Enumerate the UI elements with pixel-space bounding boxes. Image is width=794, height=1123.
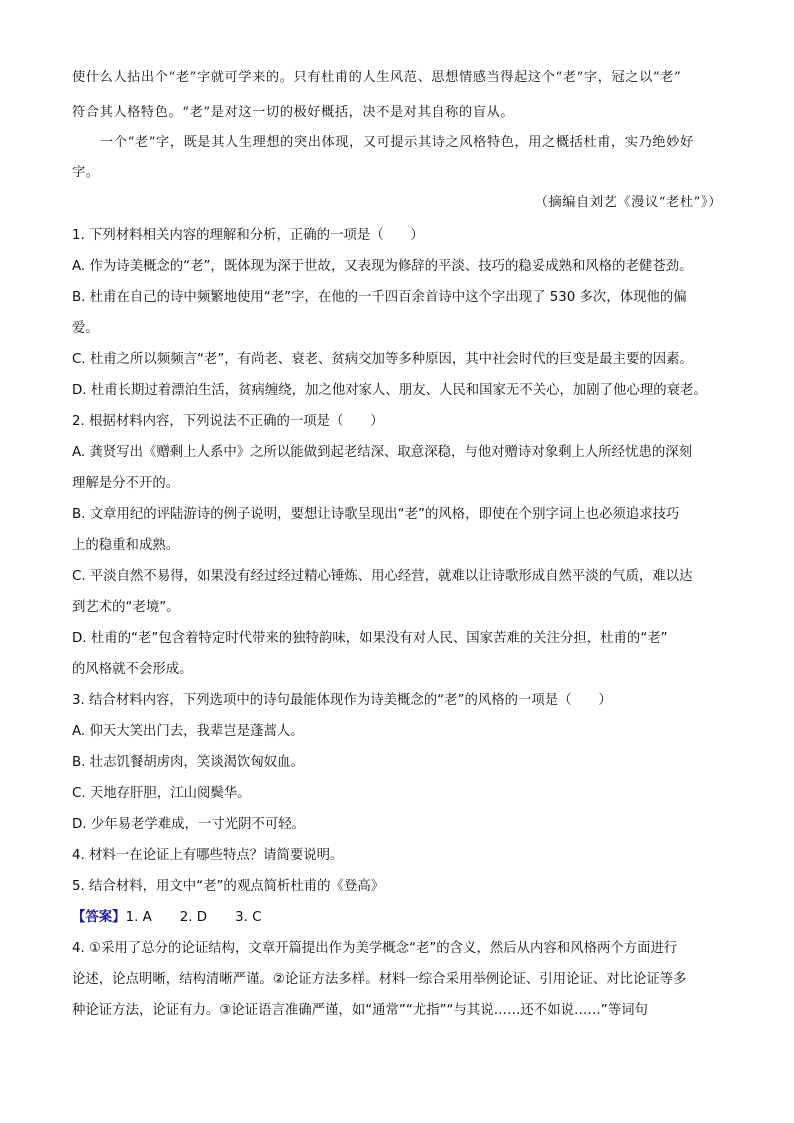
passage-line: 一个“老”字，既是其人生理想的突出体现，又可提示其诗之风格特色，用之概括杜甫，实乃绝妙好 [100,135,694,150]
question-3-option-a: A. 仰天大笑出门去，我辈岂是蓬蒿人。 [72,724,304,739]
question-2-option-b-cont: 上的稳重和成熟。 [72,538,180,553]
question-2-option-d-cont: 的风格就不会形成。 [72,662,193,677]
question-3-option-b: B. 壮志饥餐胡虏肉，笑谈渴饮匈奴血。 [72,755,304,770]
question-3-option-d: D. 少年易老学难成，一寸光阴不可轻。 [72,817,306,832]
passage-source: （摘编自刘艺《漫议“老杜”》） [534,195,722,210]
answer-4-line: 种论证方法，论证有力。③论证语言准确严谨，如“通常”“尤指”“与其说……还不如说……”等词句 [72,1003,648,1018]
passage-line: 字。 [72,165,100,180]
question-3-option-c: C. 天地存肝胆，江山阅鬓华。 [72,786,251,801]
answer-1: 1. A [125,910,152,925]
question-1-option-d: D. 杜甫长期过着漂泊生活，贫病缠绕，加之他对家人、朋友、人民和国家无不关心，加剧了他心理的衰老。 [72,383,707,398]
question-2-option-a: A. 龚贤写出《赠剩上人系中》之所以能做到起老结深、取意深稳，与他对赠诗对象剩上人所经忧患的深刻 [72,445,693,460]
answer-3: 3. C [235,910,262,925]
answer-line [72,906,262,925]
question-2-option-a-cont: 理解是分不开的。 [72,476,180,491]
answer-4-line: 4. ①采用了总分的论证结构，文章开篇提出作为美学概念“老”的含义，然后从内容和风格两个方面进行 [72,941,678,956]
answer-4-line: 论述，论点明晰，结构清晰严谨。②论证方法多样。材料一综合采用举例论证、引用论证、对比论证等多 [72,972,687,987]
question-5-stem: 5. 结合材料，用文中“老”的观点简析杜甫的《登高》 [72,879,385,894]
passage-line: 使什么人拈出个“老”字就可学来的。只有杜甫的人生风范、思想情感当得起这个“老”字，冠之以“老” [72,70,682,85]
question-4-stem: 4. 材料一在论证上有哪些特点？请简要说明。 [72,848,344,863]
question-2-option-d: D. 杜甫的“老”包含着特定时代带来的独特韵味，如果没有对人民、国家苦难的关注分担，杜甫的“老” [72,631,668,646]
passage-line: 符合其人格特色。“老”是对这一切的极好概括，决不是对其自称的盲从。 [72,105,515,120]
question-2-option-c-cont: 到艺术的“老境”。 [72,600,180,615]
question-2-option-c: C. 平淡自然不易得，如果没有经过经过精心锤炼、用心经营，就难以让诗歌形成自然平淡的气质，难以达 [72,569,693,584]
question-1-option-b-cont: 爱。 [72,321,99,336]
answer-tag: 【答案】 [72,910,126,925]
answer-2: 2. D [179,910,208,925]
question-1-option-a: A. 作为诗美概念的“老”，既体现为深于世故，又表现为修辞的平淡、技巧的稳妥成熟和风格的老健苍劲。 [72,259,693,274]
question-1-option-c: C. 杜甫之所以频频言“老”，有尚老、衰老、贫病交加等多种原因，其中社会时代的巨变是最主要的因素。 [72,352,693,367]
question-1-option-b: B. 杜甫在自己的诗中频繁地使用“老”字，在他的一千四百余首诗中这个字出现了 530 多次，体现他的偏 [72,290,687,305]
question-2-option-b: B. 文章用纪的评陆游诗的例子说明，要想让诗歌呈现出“老”的风格，即使在个别字词上也必须追求技巧 [72,507,680,522]
question-1-stem: 1. 下列材料相关内容的理解和分析，正确的一项是（ ） [72,228,424,243]
question-2-stem: 2. 根据材料内容，下列说法不正确的一项是（ ） [72,414,384,429]
question-3-stem: 3. 结合材料内容，下列选项中的诗句最能体现作为诗美概念的“老”的风格的一项是（ ） [72,693,612,708]
